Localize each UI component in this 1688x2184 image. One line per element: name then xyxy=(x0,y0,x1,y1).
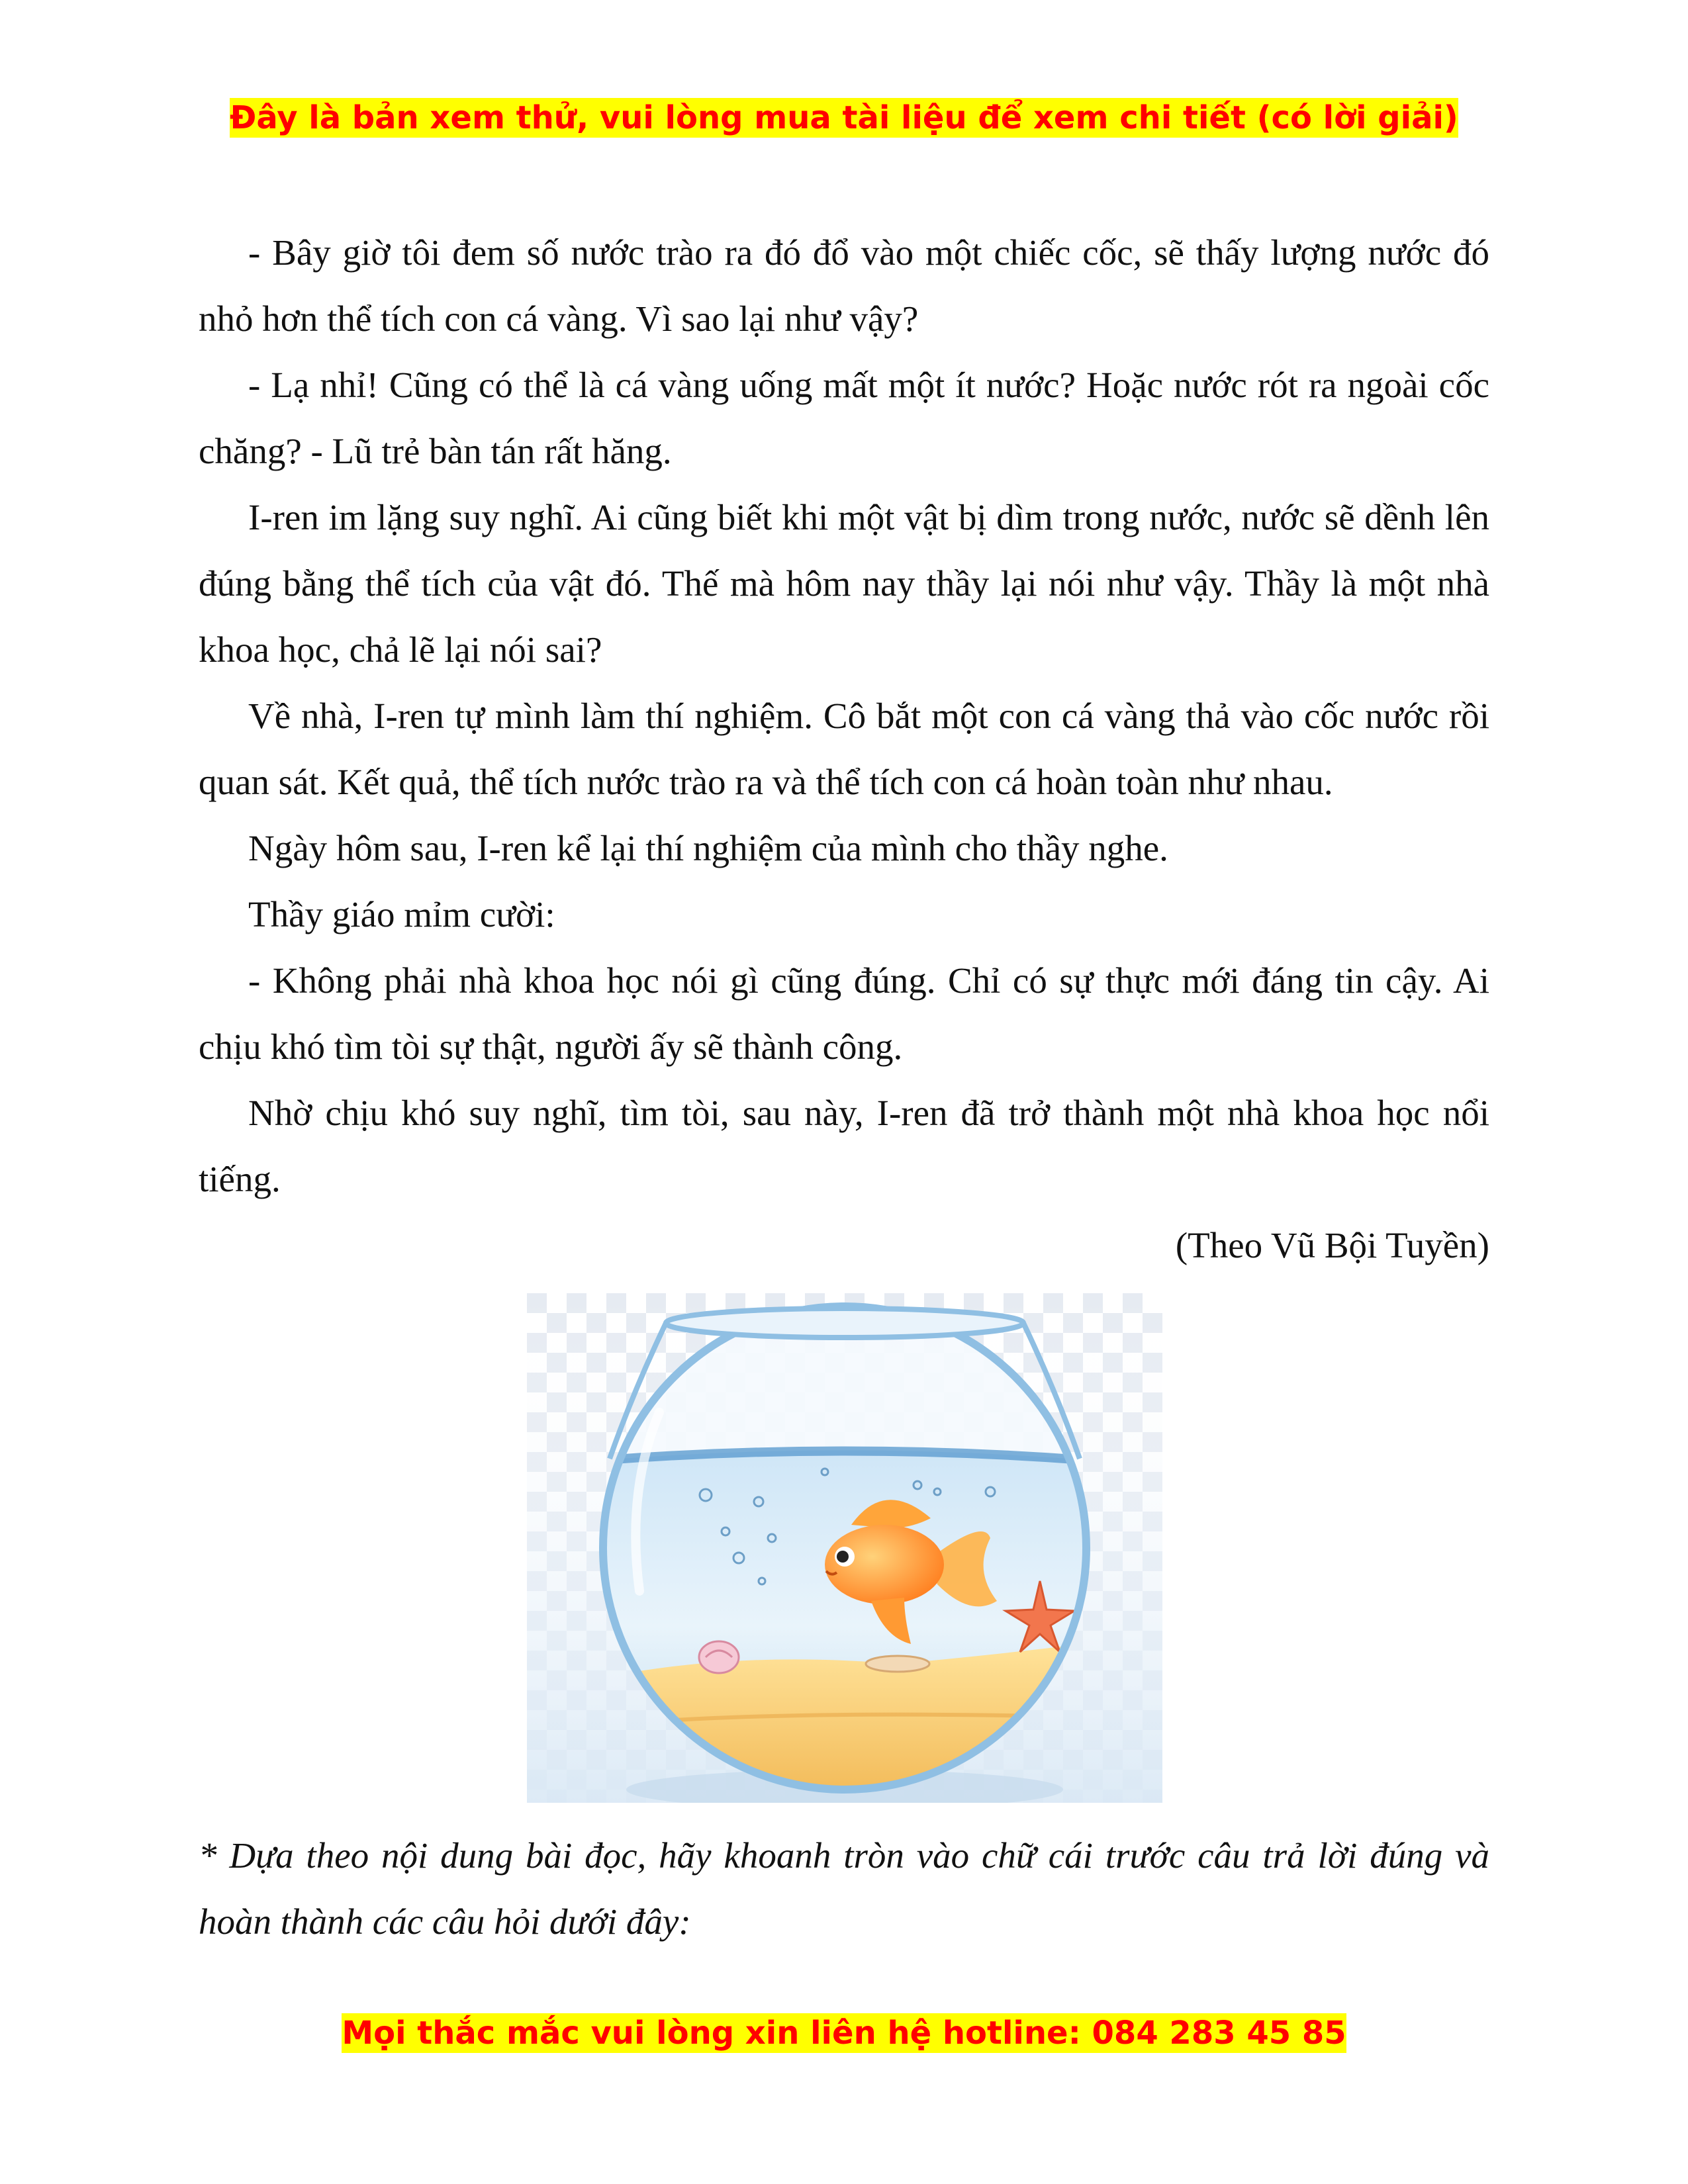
paragraph: Thầy giáo mỉm cười: xyxy=(248,894,555,934)
paragraph: I-ren im lặng suy nghĩ. Ai cũng biết khi một vật bị dìm trong nước, nước sẽ dềnh lên đúng bằng thể tích của vật đó. Thế mà hôm nay thầy lại nói như vậy. Thầy là một nhà khoa học, chả lẽ lại nói sai? xyxy=(199,497,1489,670)
story-text xyxy=(199,220,1489,1279)
paragraph: Ngày hôm sau, I-ren kể lại thí nghiệm của mình cho thầy nghe. xyxy=(248,828,1168,868)
question-instruction: * Dựa theo nội dung bài đọc, hãy khoanh tròn vào chữ cái trước câu trả lời đúng và hoàn thành các câu hỏi dưới đây: xyxy=(199,1835,1489,1942)
header-notice: Đây là bản xem thử, vui lòng mua tài liệu để xem chi tiết (có lời giải) xyxy=(230,99,1458,136)
paragraph: - Bây giờ tôi đem số nước trào ra đó đổ vào một chiếc cốc, sẽ thấy lượng nước đó nhỏ hơn thể tích con cá vàng. Vì sao lại như vậy? xyxy=(199,232,1489,339)
footer-notice-banner xyxy=(0,2012,1688,2054)
paragraph: Về nhà, I-ren tự mình làm thí nghiệm. Cô bắt một con cá vàng thả vào cốc nước rồi quan sát. Kết quả, thể tích nước trào ra và thể tích con cá hoàn toàn như nhau. xyxy=(199,696,1489,802)
fishbowl-illustration xyxy=(527,1293,1162,1803)
fishbowl-graphic xyxy=(527,1293,1162,1803)
paragraph: Nhờ chịu khó suy nghĩ, tìm tòi, sau này, I-ren đã trở thành một nhà khoa học nổi tiếng. xyxy=(199,1093,1489,1199)
paragraph: - Không phải nhà khoa học nói gì cũng đúng. Chỉ có sự thực mới đáng tin cậy. Ai chịu khó tìm tòi sự thật, người ấy sẽ thành công. xyxy=(199,960,1489,1067)
source-citation: (Theo Vũ Bội Tuyền) xyxy=(1175,1225,1489,1265)
footer-notice: Mọi thắc mắc vui lòng xin liên hệ hotline: 084 283 45 85 xyxy=(342,2015,1346,2052)
paragraph: - Lạ nhỉ! Cũng có thể là cá vàng uống mất một ít nước? Hoặc nước rót ra ngoài cốc chăng? - Lũ trẻ bàn tán rất hăng. xyxy=(199,365,1489,471)
header-notice-banner xyxy=(0,97,1688,139)
